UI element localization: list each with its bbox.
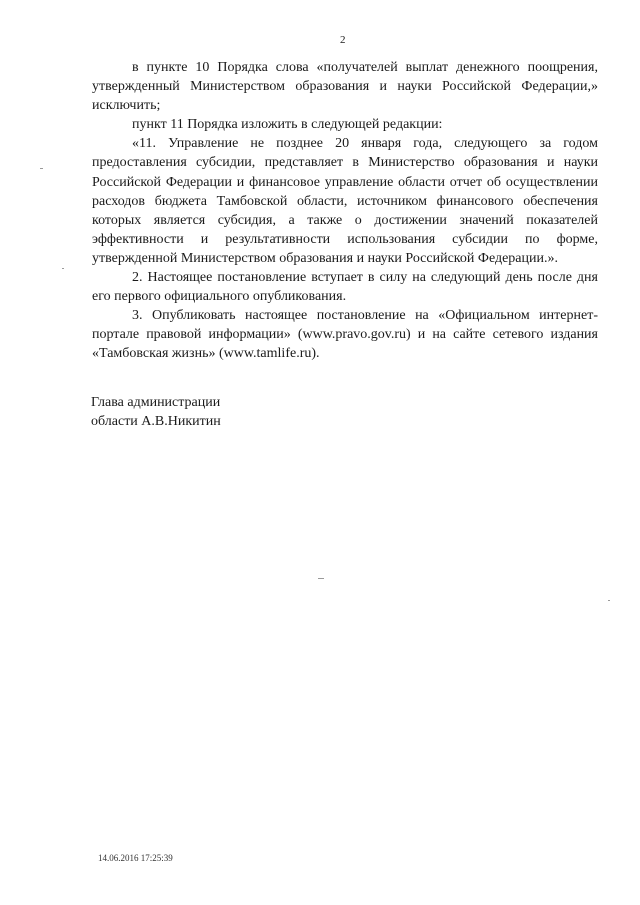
paragraph-item-11-new-text: «11. Управление не позднее 20 января года, следующего за годом предоставления субсидии, представляет в Министерство образования и науки Российской Федерации и финансовое управление области отчет об осуществлении расходов бюджета Тамбовской области, источником финансового обеспечения которых является субсидия, а также о достижении значений показателей эффективности и результативности использования субсидии по форме, утвержденной Министерством образования и науки Российской Федерации.». bbox=[92, 136, 598, 266]
paragraph-publication: 3. Опубликовать настоящее постановление на «Официальном интернет-портале правовой информации» (www.pravo.gov.ru) и на сайте сетевого издания «Тамбовская жизнь» (www.tamlife.ru). bbox=[92, 308, 598, 362]
scan-speck bbox=[318, 578, 324, 579]
scan-speck bbox=[40, 168, 43, 169]
signature-name: области А.В.Никитин bbox=[91, 414, 221, 429]
paragraph-effective-date: 2. Настоящее постановление вступает в силу на следующий день после дня его первого официального опубликования. bbox=[92, 270, 598, 305]
document-body bbox=[92, 58, 598, 364]
page-number: 2 bbox=[340, 34, 346, 46]
paragraph-item-10-amendment: в пункте 10 Порядка слова «получателей выплат денежного поощрения, утвержденный Министерством образования и науки Российской Федерации,» исключить; bbox=[92, 60, 598, 114]
scan-speck bbox=[608, 600, 610, 601]
signature-title: Глава администрации bbox=[91, 395, 221, 410]
footer-timestamp: 14.06.2016 17:25:39 bbox=[98, 853, 173, 863]
signature-block bbox=[91, 393, 221, 431]
scan-speck bbox=[62, 268, 64, 269]
paragraph-item-11-intro: пункт 11 Порядка изложить в следующей редакции: bbox=[132, 117, 443, 133]
